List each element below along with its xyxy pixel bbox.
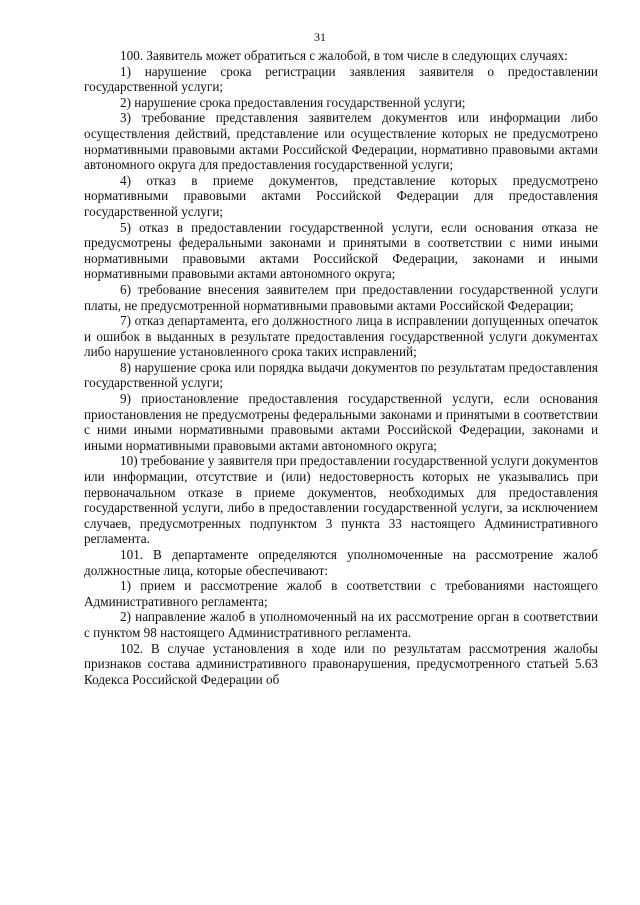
page-number: 31	[314, 30, 326, 44]
list-item-100-6: 6) требование внесения заявителем при предоставлении государственной услуги платы, не предусмотренной нормативными правовыми актами Российской Федерации;	[84, 281, 598, 313]
paragraph-101: 101. В департаменте определяются уполномоченные на рассмотрение жалоб должностные лица, которые обеспечивают:	[84, 547, 598, 578]
list-item-100-8: 8) нарушение срока или порядка выдачи документов по результатам предоставления государственной услуги;	[84, 359, 598, 391]
paragraph-102: 102. В случае установления в ходе или по результатам рассмотрения жалобы признаков состава административного правонарушения, предусмотренного статьей 5.63 Кодекса Российской Федерации об	[84, 640, 598, 687]
list-item-100-2: 2) нарушение срока предоставления государственной услуги;	[120, 94, 466, 110]
list-item-100-4: 4) отказ в приеме документов, представление которых предусмотрено нормативными правовыми актами Российской Федерации для предоставления государственной услуги;	[84, 172, 598, 219]
list-item-100-3: 3) требование представления заявителем документов или информации либо осуществления действий, представление или осуществление которых не предусмотрено нормативными правовыми актами Российской Федерации, нормативно правовыми актами автономного округа для предоставления государственной услуги;	[84, 110, 598, 173]
document-body	[84, 48, 598, 687]
list-item-101-2: 2) направление жалоб в уполномоченный на их рассмотрение орган в соответствии с пунктом 98 настоящего Административного регламента.	[84, 609, 598, 640]
list-item-100-7: 7) отказ департамента, его должностного лица в исправлении допущенных опечаток и ошибок в выданных в результате предоставления государственной услуги документах либо нарушение установленного срока таких исправлений;	[84, 313, 598, 360]
paragraph-100: 100. Заявитель может обратиться с жалобой, в том числе в следующих случаях:	[120, 48, 568, 63]
list-item-101-1: 1) прием и рассмотрение жалоб в соответствии с требованиями настоящего Административного регламента;	[84, 578, 598, 609]
list-item-100-1: 1) нарушение срока регистрации заявления заявителя о предоставлении государственной услуги;	[84, 63, 598, 95]
list-item-100-10: 10) требование у заявителя при предоставлении государственной услуги документов или информации, отсутствие и (или) недостоверность которых не указывались при первоначальном отказе в приеме документов, необходимых для предоставления государственной услуги, либо в предоставлении государственной услуги, за исключением случаев, предусмотренных подпунктом 3 пункта 33 настоящего Административного регламента.	[84, 453, 598, 547]
list-item-100-5: 5) отказ в предоставлении государственной услуги, если основания отказа не предусмотрены федеральными законами и принятыми в соответствии с ними иными нормативными правовыми актами Российской Федерации, законами и иными нормативными правовыми актами автономного округа;	[84, 219, 598, 282]
list-item-100-9: 9) приостановление предоставления государственной услуги, если основания приостановления не предусмотрены федеральными законами и принятыми в соответствии с ними иными нормативными правовыми актами Российской Федерации, законами и иными нормативными правовыми актами автономного округа;	[84, 391, 598, 453]
